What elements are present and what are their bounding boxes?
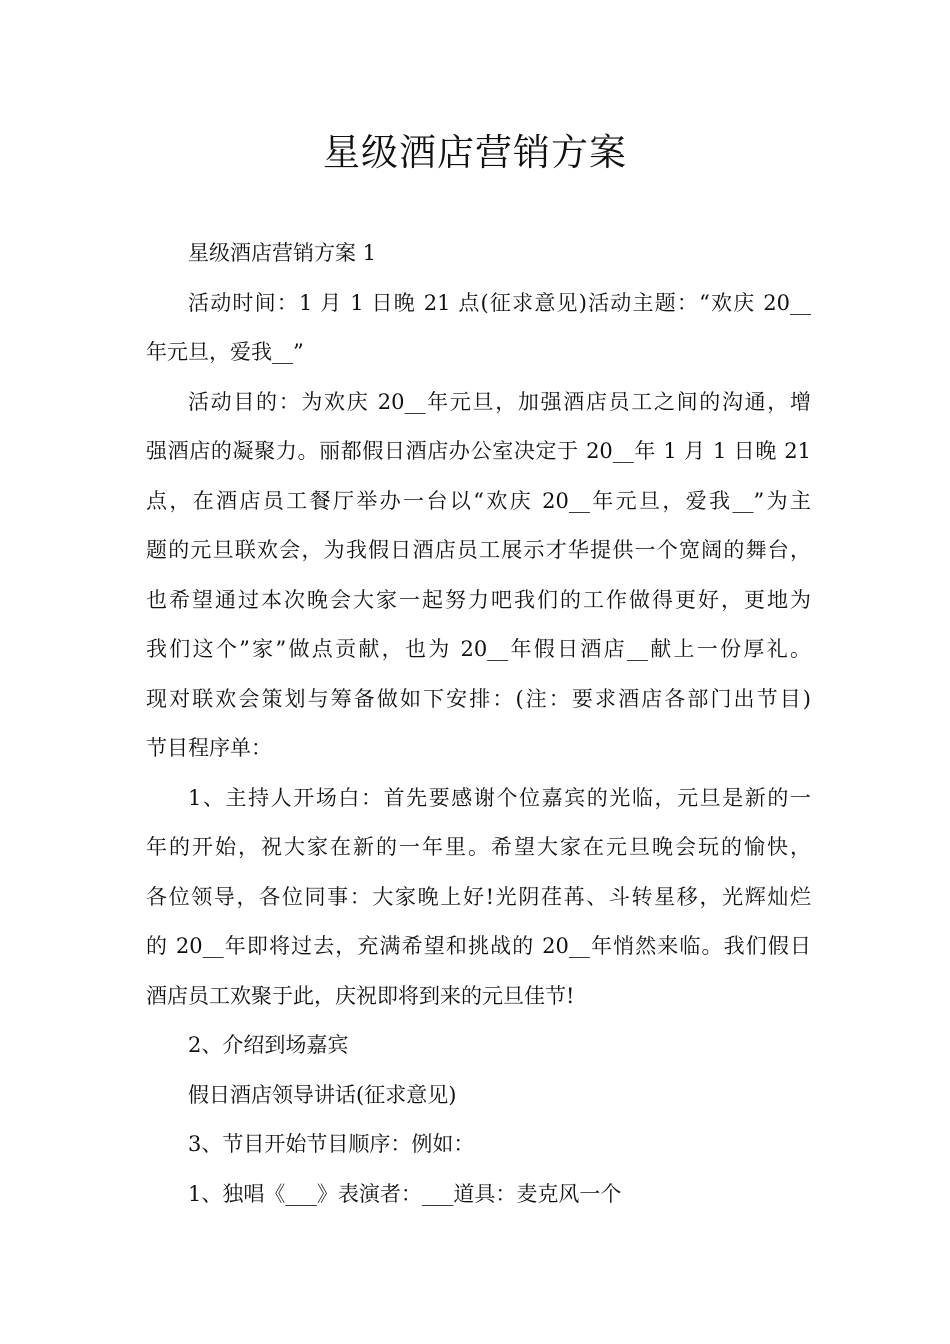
text-line: 年的开始，祝大家在新的一年里。希望大家在元旦晚会玩的愉快，	[146, 835, 811, 859]
text-line: 活动时间：1 月 1 日晚 21 点(征求意见)活动主题：“欢庆 20__	[188, 290, 811, 315]
text-line: 假日酒店领导讲话(征求意见)	[188, 1082, 457, 1107]
paragraph	[146, 378, 811, 774]
paragraph	[146, 229, 811, 279]
text-line: 2、介绍到场嘉宾	[188, 1033, 349, 1057]
text-line: 年元旦，爱我__”	[146, 340, 304, 364]
text-line: 强酒店的凝聚力。丽都假日酒店办公室决定于 20__年 1 月 1 日晚 21	[146, 439, 811, 463]
text-line: 节目程序单：	[146, 736, 272, 760]
text-line: 各位领导，各位同事：大家晚上好!光阴荏苒、斗转星移，光辉灿烂	[146, 884, 811, 909]
text-line: 点，在酒店员工餐厅举办一台以“欢庆 20__年元旦，爱我__”为主	[146, 488, 811, 513]
text-line: 星级酒店营销方案 1	[188, 241, 377, 265]
text-line: 我们这个”家”做点贡献，也为 20__年假日酒店__献上一份厚礼。	[146, 637, 811, 661]
document-body	[146, 229, 811, 1219]
paragraph	[146, 279, 811, 378]
text-line: 题的元旦联欢会，为我假日酒店员工展示才华提供一个宽阔的舞台，	[146, 538, 811, 562]
text-line: 酒店员工欢聚于此，庆祝即将到来的元旦佳节!	[146, 983, 575, 1008]
text-line: 活动目的：为欢庆 20__年元旦，加强酒店员工之间的沟通，增	[188, 389, 811, 414]
text-line: 3、节目开始节目顺序：例如：	[188, 1132, 475, 1156]
text-line: 的 20__年即将过去，充满希望和挑战的 20__年悄然来临。我们假日	[146, 934, 811, 958]
paragraph	[146, 1120, 811, 1170]
text-line: 现对联欢会策划与筹备做如下安排：(注：要求酒店各部门出节目)	[146, 686, 811, 711]
text-line: 1、主持人开场白：首先要感谢个位嘉宾的光临，元旦是新的一	[188, 785, 811, 810]
paragraph	[146, 1170, 811, 1220]
paragraph	[146, 774, 811, 1022]
paragraph	[146, 1071, 811, 1121]
text-line: 1、独唱《___》表演者：___道具：麦克风一个	[188, 1181, 622, 1206]
paragraph	[146, 1021, 811, 1071]
document-title: 星级酒店营销方案	[323, 131, 627, 174]
text-line: 也希望通过本次晚会大家一起努力吧我们的工作做得更好，更地为	[146, 587, 811, 612]
